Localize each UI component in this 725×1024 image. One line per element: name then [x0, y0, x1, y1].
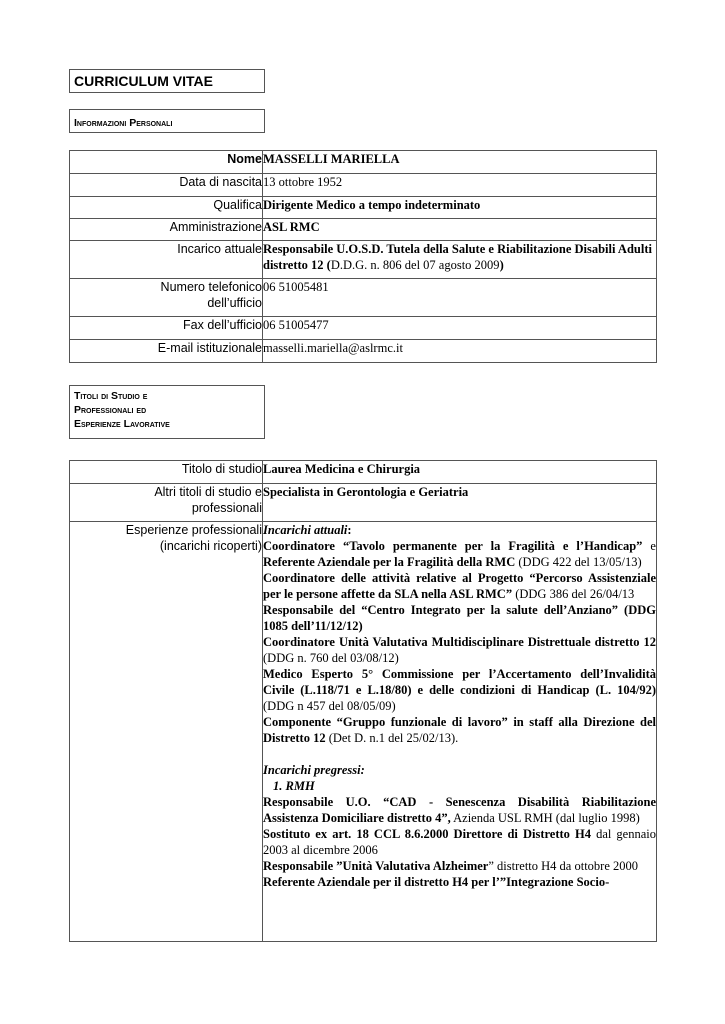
- email-label: E-mail istituzionale: [70, 340, 263, 363]
- personal-section-title-text: Informazioni Personali: [74, 117, 173, 129]
- esperienza-5-title: Medico Esperto 5° Commissione per l’Accertamento dell’Invalidità Civile (L.118/71 e L.18/80) e delle condizioni di Handicap (L. 104/92): [263, 667, 656, 697]
- qualifica-value: [263, 197, 657, 219]
- pregresso-2-title: Sostituto ex art. 18 CCL 8.6.2000 Direttore di Distretto H4: [263, 827, 591, 841]
- pregresso-3-title: Responsabile ”Unità Valutativa Alzheimer: [263, 859, 489, 873]
- amministrazione-value: [263, 219, 657, 241]
- table-row: [70, 484, 657, 522]
- fax-value: 06 51005477: [263, 317, 657, 340]
- titolo-label: Titolo di studio: [70, 461, 263, 484]
- table-row: [70, 174, 657, 197]
- incarico-value-bold: Responsabile U.O.S.D. Tutela della Salute e Riabilitazione Disabili Adulti distretto 12 (: [263, 242, 652, 272]
- personal-info-table: [69, 150, 657, 363]
- table-row: [70, 522, 657, 942]
- esperienza-1-title: Coordinatore “Tavolo permanente per la Fragilità e l’Handicap”: [263, 539, 643, 553]
- esperienza-2: [263, 570, 656, 602]
- pregresso-4-title: Referente Aziendale per il distretto H4 per l’”Integrazione Socio-: [263, 875, 610, 889]
- education-table: [69, 460, 657, 942]
- esperienza-1-title-2: Referente Aziendale per la Fragilità della RMC: [263, 555, 516, 569]
- titolo-value-text: Laurea Medicina e Chirurgia: [263, 462, 421, 476]
- email-value: masselli.mariella@aslrmc.it: [263, 340, 657, 363]
- pregresso-2-ref: dal gennaio 2003 al dicembre 2006: [263, 827, 656, 857]
- rmh-heading: [263, 778, 656, 794]
- nome-label: Nome: [70, 151, 263, 174]
- table-row: [70, 151, 657, 174]
- pregresso-1-ref: Azienda USL RMH (dal luglio 1998): [450, 811, 640, 825]
- qualifica-value-text: Dirigente Medico a tempo indeterminato: [263, 198, 481, 212]
- rmh-heading-text: 1. RMH: [273, 779, 315, 793]
- pregresso-4: [263, 874, 656, 890]
- pregresso-1: [263, 794, 656, 826]
- pregresso-3: [263, 858, 656, 874]
- pregresso-1-title: Responsabile U.O. “CAD - Senescenza Disabilità Riabilitazione Assistenza Domiciliare distretto 4”,: [263, 795, 656, 825]
- nome-value: [263, 151, 657, 174]
- amministrazione-label: Amministrazione: [70, 219, 263, 241]
- incarico-label: Incarico attuale: [70, 241, 263, 279]
- esperienze-value: [263, 522, 657, 942]
- qualifica-label: Qualifica: [70, 197, 263, 219]
- cv-title: CURRICULUM VITAE: [69, 69, 265, 93]
- telefono-value: 06 51005481: [263, 279, 657, 317]
- titolo-value: [263, 461, 657, 484]
- esperienza-4-ref: (DDG n. 760 del 03/08/12): [263, 651, 399, 665]
- telefono-label: Numero telefonico dell’ufficio: [70, 279, 263, 317]
- pregressi-heading-text: Incarichi pregressi:: [263, 763, 365, 777]
- table-row: [70, 317, 657, 340]
- esperienza-3-title: Responsabile del “Centro Integrato per la salute dell’Anziano” (DDG 1085 dell’11/12/12): [263, 603, 656, 633]
- esperienza-4: [263, 634, 656, 666]
- table-row: [70, 461, 657, 484]
- esperienza-1-conj: e: [642, 539, 656, 553]
- education-title-line-2: Professionali ed: [74, 404, 147, 416]
- esperienza-6-title: Componente “Gruppo funzionale di lavoro” in staff alla Direzione del Distretto 12: [263, 715, 656, 745]
- esperienza-4-title: Coordinatore Unità Valutativa Multidisciplinare Distrettuale distretto 12: [263, 635, 656, 649]
- table-row: [70, 197, 657, 219]
- attuali-heading: [263, 522, 656, 538]
- pregressi-heading: [263, 762, 656, 778]
- table-row: [70, 219, 657, 241]
- esperienza-2-ref: (DDG 386 del 26/04/13: [512, 587, 635, 601]
- esperienza-5-ref: (DDG n 457 del 08/05/09): [263, 699, 396, 713]
- esperienze-label: Esperienze professionali (incarichi ricoperti): [70, 522, 263, 942]
- esperienza-2-title: Coordinatore delle attività relative al Progetto “Percorso Assistenziale per le persone affette da SLA nella ASL RMC”: [263, 571, 656, 601]
- attuali-heading-text: Incarichi attuali: [263, 523, 348, 537]
- altri-value-text: Specialista in Gerontologia e Geriatria: [263, 485, 469, 499]
- nascita-label: Data di nascita: [70, 174, 263, 197]
- education-title-line-1: Titoli di Studio e: [74, 390, 148, 402]
- nome-value-text: MASSELLI MARIELLA: [263, 152, 400, 166]
- esperienza-6: [263, 714, 656, 746]
- altri-value: [263, 484, 657, 522]
- incarico-value-plain: D.D.G. n. 806 del 07 agosto 2009: [330, 258, 500, 272]
- esperienza-5: [263, 666, 656, 714]
- pregresso-3-ref: ” distretto H4 da ottobre 2000: [488, 859, 638, 873]
- education-section-title: [69, 385, 265, 439]
- personal-section-title: [69, 109, 265, 133]
- esperienza-3: [263, 602, 656, 634]
- table-row: [70, 279, 657, 317]
- attuali-heading-colon: :: [347, 523, 352, 537]
- education-title-line-3: Esperienze Lavorative: [74, 418, 170, 430]
- pregresso-2: [263, 826, 656, 858]
- amministrazione-value-text: ASL RMC: [263, 220, 320, 234]
- nascita-value: 13 ottobre 1952: [263, 174, 657, 197]
- table-row: [70, 340, 657, 363]
- esperienza-1-ref: (DDG 422 del 13/05/13): [515, 555, 642, 569]
- incarico-value-close: ): [499, 258, 504, 272]
- esperienza-6-ref: (Det D. n.1 del 25/02/13).: [325, 731, 459, 745]
- incarico-value: [263, 241, 657, 279]
- fax-label: Fax dell’ufficio: [70, 317, 263, 340]
- altri-label: Altri titoli di studio e professionali: [70, 484, 263, 522]
- table-row: [70, 241, 657, 279]
- esperienza-1: [263, 538, 656, 570]
